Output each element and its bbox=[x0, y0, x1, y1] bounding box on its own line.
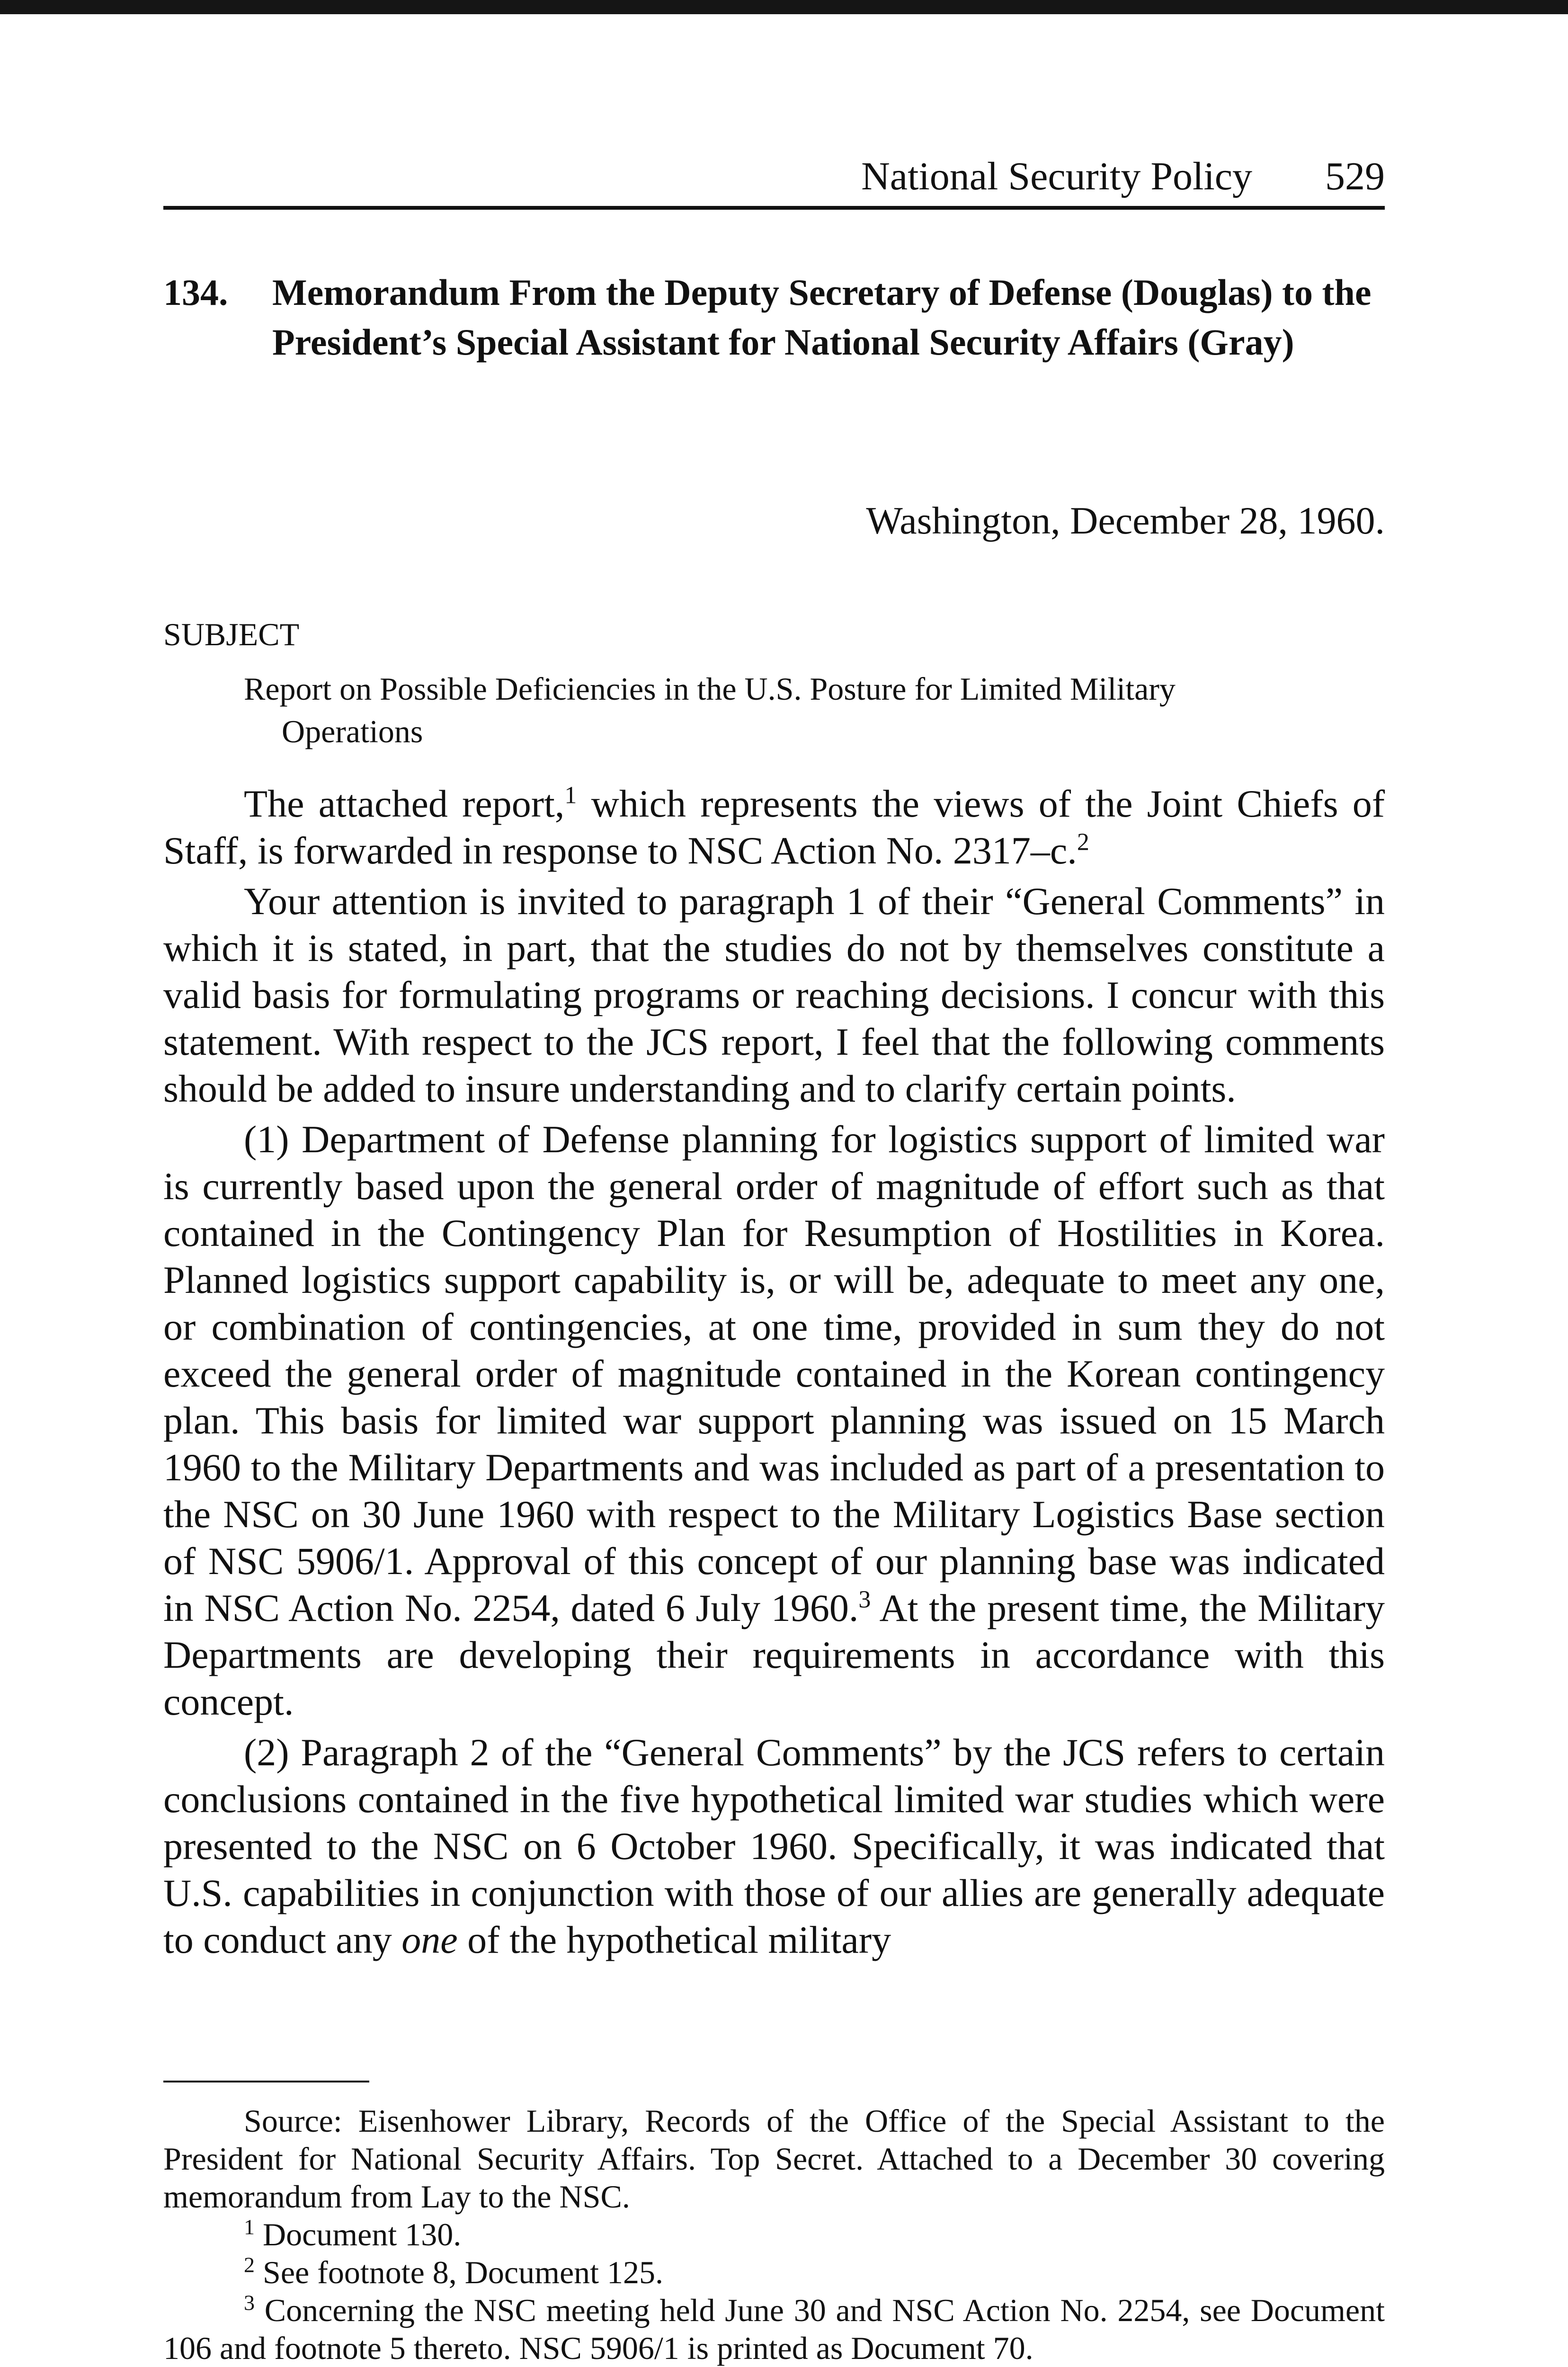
subject-text bbox=[206, 667, 1285, 753]
footnote-rule bbox=[163, 2081, 369, 2082]
p4-text-a: (2) Paragraph 2 of the “General Comments” by the JCS refers to certain conclusions contained in the five hypothetical limited war studies which were presented to the NSC on 6 October 1960. Specifically, it was indicated that U.S. capabilities in conjunction with those of our allies are generally adequate to conduct any bbox=[163, 1731, 1385, 1961]
footnote-1-text: Document 130. bbox=[255, 2216, 462, 2252]
footnote-2 bbox=[163, 2253, 1385, 2291]
source-note: Source: Eisenhower Library, Records of the Office of the Special Assistant to the President for National Security Affairs. Top Secret. Attached to a December 30 covering memorandum from Lay to the NSC. bbox=[163, 2103, 1385, 2215]
p1-text-a: The attached report, bbox=[244, 782, 565, 825]
subject-text-body: Report on Possible Deficiencies in the U.S. Posture for Limited Military Operations bbox=[244, 671, 1176, 749]
footnote-3-text: Concerning the NSC meeting held June 30 and NSC Action No. 2254, see Document 106 and footnote 5 thereto. NSC 5906/1 is printed as Document 70. bbox=[163, 2292, 1385, 2366]
paragraph-1 bbox=[163, 780, 1385, 874]
footnote-2-text: See footnote 8, Document 125. bbox=[255, 2254, 664, 2290]
p4-emphasis: one bbox=[401, 1918, 458, 1961]
p3-text-a: (1) Department of Defense planning for logistics support of limited war is currently based upon the general order of magnitude of effort such as that contained in the Contingency Plan for Resumption of Hostilities in Korea. Planned logistics support capability is, or will be, adequate to meet any one, or combination of contingencies, at one time, provided in sum they do not exceed the general order of magnitude contained in the Korean contingency plan. This basis for limited war support planning was issued on 15 March 1960 to the Military Departments and was included as part of a presentation to the NSC on 30 June 1960 with respect to the Military Logistics Base section of NSC 5906/1. Approval of this concept of our planning base was indicated in NSC Action No. 2254, dated 6 July 1960. bbox=[163, 1118, 1385, 1629]
footnotes bbox=[163, 2102, 1385, 2367]
footnote-1-marker: 1 bbox=[244, 2215, 255, 2239]
running-header bbox=[163, 151, 1385, 203]
running-header-section: National Security Policy bbox=[861, 154, 1252, 198]
subject-label: SUBJECT bbox=[163, 616, 300, 652]
p1-text-b: which represents the views of the Joint Chiefs of Staff, is forwarded in response to NSC Action No. 2317–c. bbox=[163, 782, 1385, 872]
paragraph-2: Your attention is invited to paragraph 1 of their “General Comments” in which it is stated, in part, that the studies do not by themselves constitute a valid basis for formulating programs or reaching decisions. I concur with this statement. With respect to the JCS report, I feel that the following comments should be added to insure understanding and to clarify certain points. bbox=[163, 880, 1385, 1110]
page-number: 529 bbox=[1325, 154, 1385, 198]
footnote-ref-2: 2 bbox=[1077, 828, 1089, 856]
footnote-ref-1: 1 bbox=[564, 782, 577, 809]
body-text bbox=[163, 780, 1385, 1967]
dateline: Washington, December 28, 1960. bbox=[866, 499, 1385, 542]
document-title-text: Memorandum From the Deputy Secretary of Defense (Douglas) to the President’s Special Assistant for National Security Affairs (Gray) bbox=[272, 272, 1372, 363]
p3-text-b: At the present time, the Military Departments are developing their requirements in accordance with this concept. bbox=[163, 1586, 1385, 1723]
header-rule bbox=[163, 206, 1385, 210]
p4-text-b: of the hypothetical military bbox=[457, 1918, 891, 1961]
paragraph-3 bbox=[163, 1116, 1385, 1725]
paragraph-4 bbox=[163, 1729, 1385, 1963]
document-number: 134. bbox=[163, 272, 228, 313]
footnote-1 bbox=[163, 2216, 1385, 2253]
footnote-3 bbox=[163, 2291, 1385, 2367]
footnote-ref-3: 3 bbox=[858, 1586, 871, 1613]
scan-edge bbox=[0, 0, 1568, 14]
footnote-3-marker: 3 bbox=[244, 2290, 255, 2315]
footnote-2-marker: 2 bbox=[244, 2252, 255, 2277]
